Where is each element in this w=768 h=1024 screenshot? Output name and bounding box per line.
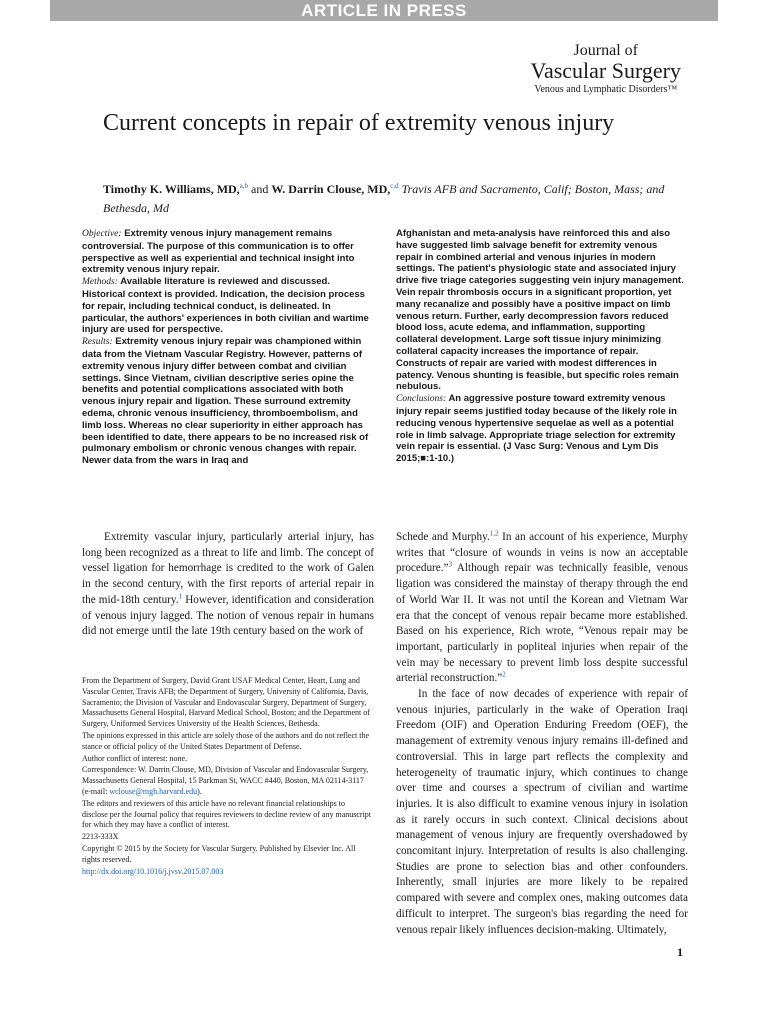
ref-1-2[interactable]: 1,2 — [489, 529, 499, 538]
footnote-issn: 2213-333X — [82, 832, 119, 842]
body-left-column — [82, 530, 374, 640]
doi-link[interactable]: http://dx.doi.org/10.1016/j.jvsv.2015.07.003 — [82, 866, 224, 876]
intro-text-a: Extremity vascular injury, particularly arterial injury, has long been recognized as a threat to life and limb. The concept of vessel ligation for hemorrhage is credited to the work of Galen in the second century, with the first reports of arterial repair in the mid-18th century. — [82, 531, 374, 606]
body-right-column — [396, 530, 688, 938]
correspondence-end: ). — [197, 786, 202, 796]
footnote-affiliations: From the Department of Surgery, David Grant USAF Medical Center, Heart, Lung and Vascular Center, Travis AFB; the Department of Surgery, University of California, Davis, Sacramento; the Division of Vascular and Endovascular Surgery, Department of Surgery, Massachusetts General Hospital, Harvard Medical School, Boston; and the Department of Surgery, Uniformed Services University of the Health Sciences, Bethesda. — [82, 676, 370, 729]
correspondence-text: Correspondence: W. Darrin Clouse, MD, Division of Vascular and Endovascular Surgery, Massachusetts General Hospital, 15 Parkman St, WACC #440, Boston, MA 02114-3117 (e-mail: — [82, 765, 369, 796]
footnote-correspondence — [82, 765, 372, 797]
abstract-objective — [82, 228, 372, 276]
ref-2[interactable]: 2 — [502, 670, 506, 679]
cont-text-b: In an account of his experience, Murphy writes that “closure of wounds in veins is now an acceptable procedure.” — [396, 531, 688, 575]
footnote-opinions: The opinions expressed in this article are solely those of the authors and do not reflect the stance or official policy of the United States Department of Defense. — [82, 730, 370, 751]
results-text-a: Extremity venous injury repair was championed within data from the Vietnam Vascular Registry. However, patterns of extremity venous injury differ between combat and civilian settings. Since Vietnam, civilian descriptive series opine the benefits and potential complications associated with both venous injury repair and ligation. These surround extremity edema, chronic venous insufficiency, thromboembolism, and limb loss. Whereas no clear superiority in either approach has been identified to date, there appears to be no increased risk of pulmonary embolism or chronic venous changes with repair. Newer data from the wars in Iraq and — [82, 336, 369, 467]
abstract-left-column — [82, 228, 372, 467]
abstract-methods — [82, 276, 372, 336]
objective-text: Extremity venous injury management remains controversial. The purpose of this communication is to offer perspective as well as experiential and technical insight into extremity venous injury repair. — [82, 228, 355, 276]
abstract-results — [82, 336, 372, 467]
email-link[interactable]: wclouse@mgh.harvard.edu — [109, 786, 198, 796]
results-label: Results: — [82, 337, 113, 348]
intro-paragraph-1-continued — [396, 530, 688, 687]
page-number: 1 — [677, 945, 683, 959]
journal-subtitle: Venous and Lymphatic Disorders™ — [534, 84, 678, 95]
journal-logo — [531, 42, 682, 97]
footnote-copyright: Copyright © 2015 by the Society for Vascular Surgery. Published by Elsevier Inc. All rights reserved. — [82, 843, 356, 864]
journal-name: Vascular Surgery — [530, 58, 681, 83]
cont-text-c: Although repair was technically feasible, venous ligation was considered the mainstay of therapy through the end of World War II. It was not until the Korean and Vietnam War era that the concept of venous repair became more established. Based on his experience, Rich wrote, “Venous repair may be important, particularly in popliteal injuries when repair of the vein may be necessary to prevent limb loss despite successful arterial reconstruction.” — [396, 562, 688, 685]
cont-text-a: Schede and Murphy. — [396, 531, 490, 543]
abstract-results-continued: Afghanistan and meta-analysis have reinforced this and also have suggested limb salvage benefit for extremity venous repair in combined arterial and venous injuries in modern settings. The patient's physiologic state and associated injury drive five triage categories suggesting vein injury management. Vein repair thrombosis occurs in a significant proportion, yet many recanalize and possibly have a positive impact on limb venous return. Further, early decompression favors reduced blood loss, acute edema, and inflammation, supporting collateral development. Large soft tissue injury minimizing collateral capacity increases the importance of repair. Constructs of repair are varied with modest differences in patency. Venous shunting is feasible, but specific roles remain nebulous. — [396, 228, 684, 393]
intro-paragraph-2: In the face of now decades of experience with repair of venous injuries, particularly in the wake of Operation Iraqi Freedom (OIF) and Operation Enduring Freedom (OEF), the management of extremity venous injury remains ill-defined and controversial. This in large part reflects the complexity and heterogeneity of traumatic injury, which continues to change over time and courses a spectrum of civilian and wartime injuries. It is also difficult to examine venous injury in isolation as it rarely occurs in such context. Clinical decisions about management of venous injury are frequently overshadowed by concomitant injury. Interpretation of results is also challenging. Studies are prone to selection bias and other confounders. Inherently, small injuries are more likely to be repaired compared with severe and complex ones, making outcomes data difficult to interpret. The surgeon's bias regarding the need for venous repair likely influences decision-making. Ultimately, — [396, 688, 688, 936]
footnote-editors: The editors and reviewers of this article have no relevant financial relationships to disclose per the Journal policy that requires reviewers to decline review of any manuscript for which they may have a conflict of interest. — [82, 798, 372, 830]
article-title: Current concepts in repair of extremity venous injury — [103, 110, 615, 136]
intro-text-b: However, identification and consideration of venous injury lagged. The notion of venous repair in humans did not emerge until the late 19th century based on the work of — [82, 593, 374, 638]
author-williams: Timothy K. Williams, MD, — [103, 182, 240, 196]
article-in-press-banner: ARTICLE IN PRESS — [50, 0, 718, 21]
abstract-conclusions — [396, 393, 686, 465]
objective-label: Objective: — [82, 229, 122, 239]
footnotes — [82, 676, 372, 878]
author-clouse: W. Darrin Clouse, MD, — [271, 182, 391, 196]
ref-3[interactable]: 3 — [448, 560, 452, 569]
author-affiliation: Travis AFB and Sacramento, Calif; Boston, Mass; and Bethesda, Md — [103, 182, 665, 215]
author-clouse-affil[interactable]: c,d — [390, 182, 399, 190]
conclusions-label: Conclusions: — [396, 394, 447, 405]
abstract-right-column — [396, 228, 686, 465]
author-williams-affil[interactable]: a,b — [239, 182, 249, 190]
methods-text: Available literature is reviewed and discussed. Historical context is provided. Indication, the decision process for repair, including technical conduct, is delineated. In particular, the authors' experiences in both civilian and wartime injury are used for perspective. — [82, 276, 369, 336]
conclusions-text: An aggressive posture toward extremity venous injury repair seems justified today because of the likely role in reducing venous hypertensive sequelae as well as a potential role in limb salvage. Appropriate triage selection for extremity vein repair is essential. (J Vasc Surg: Venous and Lym Dis 2015;■:1-10.) — [396, 393, 677, 465]
intro-paragraph-1 — [82, 530, 374, 640]
ref-1[interactable]: 1 — [178, 592, 183, 601]
author-line — [103, 180, 673, 218]
journal-line1: Journal of — [573, 42, 638, 59]
methods-label: Methods: — [82, 277, 118, 288]
author-conjunction: and — [248, 182, 272, 196]
footnote-conflict: Author conflict of interest: none. — [82, 753, 188, 763]
